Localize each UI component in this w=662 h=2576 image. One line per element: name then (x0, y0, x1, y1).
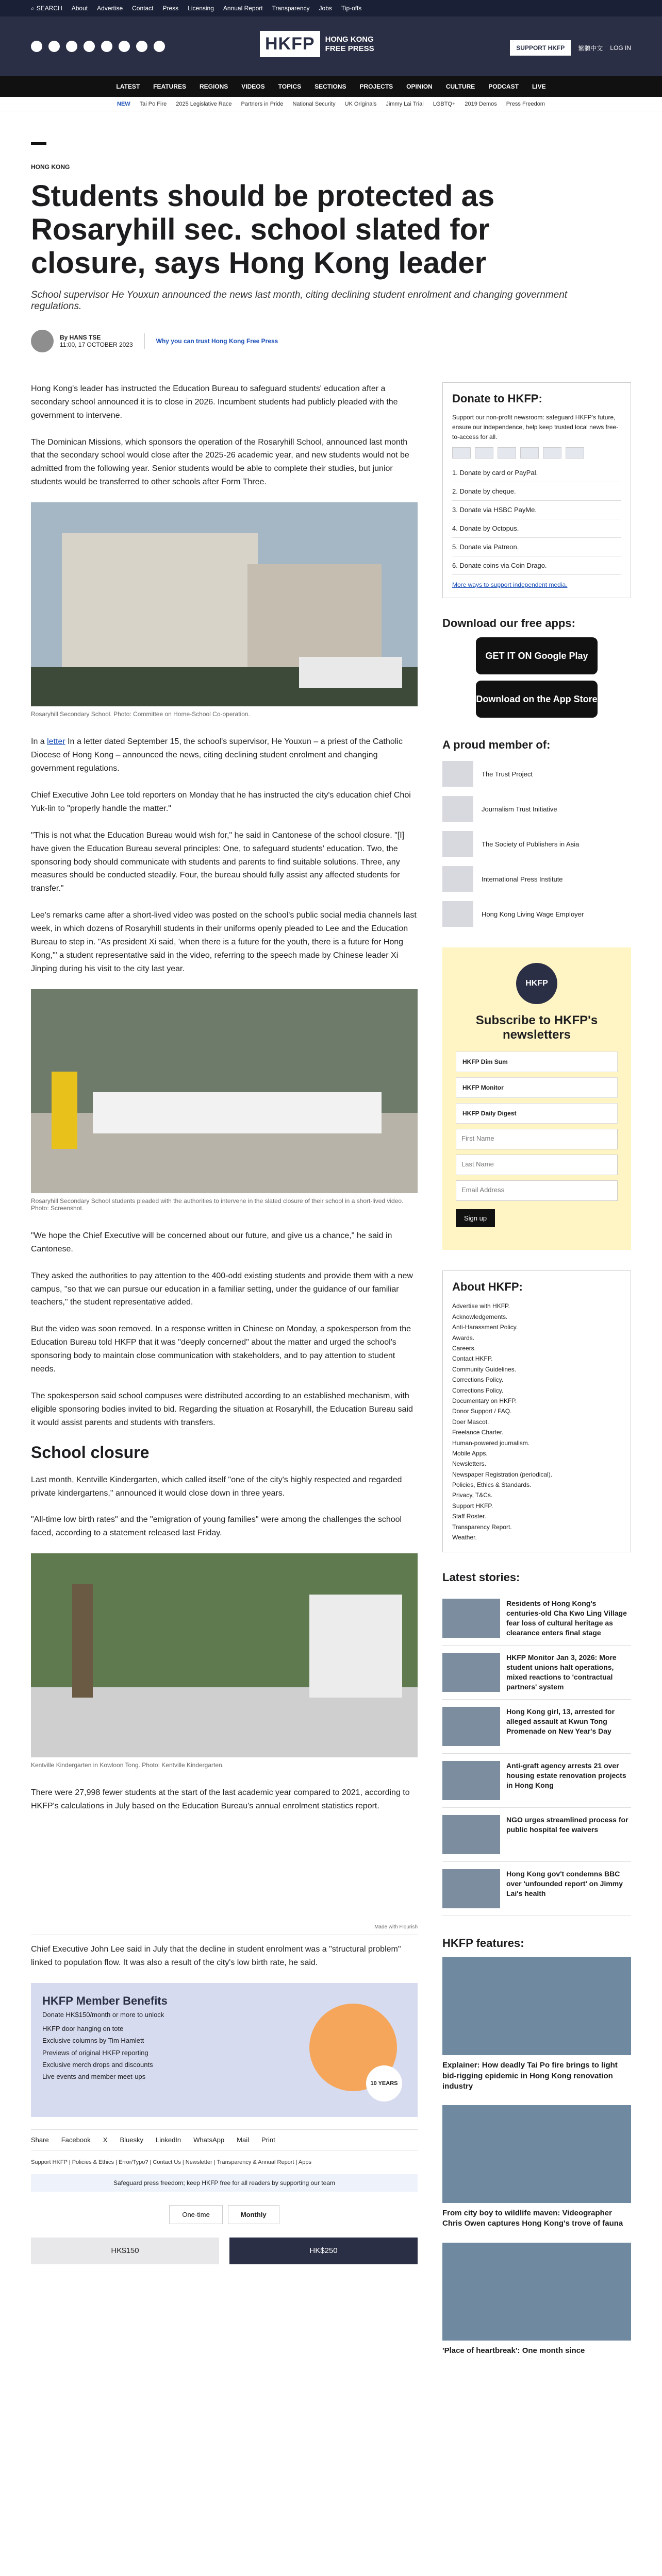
anniversary-badge: 10 YEARS (366, 2065, 402, 2102)
feature-image (442, 1957, 631, 2055)
trending-item[interactable]: 2019 Demos (465, 100, 497, 107)
letter-link[interactable]: letter (47, 737, 65, 747)
nav-latest[interactable]: LATEST (116, 83, 140, 90)
app-store-button[interactable]: Download on the App Store (476, 681, 598, 718)
about-link[interactable]: Newspaper Registration (periodical). (452, 1470, 553, 1478)
site-logo[interactable]: HKFP HONG KONG FREE PRESS (260, 31, 374, 57)
story-item[interactable]: HKFP Monitor Jan 3, 2026: More student unions halt operations, mixed reactions to 'contractual partners' system (442, 1646, 631, 1700)
story-item[interactable]: Anti-graft agency arrests 21 over housing estate renovation projects in Hong Kong (442, 1754, 631, 1808)
donate-option[interactable]: 5. Donate via Patreon. (452, 538, 621, 556)
safeguard-bar: Safeguard press freedom; keep HKFP free for all readers by supporting our team (31, 2174, 418, 2192)
paragraph: Chief Executive John Lee told reporters on Monday that he has instructed the city's education chief Choi Yuk-lin to "properly handle the matter." (31, 790, 411, 813)
about-link[interactable]: Corrections Policy. (452, 1386, 504, 1394)
about-link[interactable]: Mobile Apps. (452, 1449, 488, 1457)
footer-links[interactable]: Support HKFP | Policies & Ethics | Error/Typo? | Contact Us | Newsletter | Transparency & Annual Report | Apps (31, 2159, 311, 2165)
story-item[interactable]: Hong Kong gov't condemns BBC over 'unfounded report' on Jimmy Lai's health (442, 1862, 631, 1916)
about-link[interactable]: Advertise with HKFP. (452, 1302, 510, 1310)
card-icon (566, 447, 584, 459)
signup-button[interactable]: Sign up (456, 1209, 495, 1227)
about-link[interactable]: Awards. (452, 1334, 475, 1342)
donate-option[interactable]: 2. Donate by cheque. (452, 482, 621, 501)
monthly-toggle[interactable]: Monthly (228, 2205, 279, 2224)
feature-item[interactable]: 'Place of heartbreak': One month since (442, 2243, 631, 2356)
newsletter-box: HKFP Subscribe to HKFP's newsletters HKFP Dim Sum HKFP Monitor HKFP Daily Digest First Name Last Name Email Address Sign up (442, 947, 631, 1250)
trending-bar: NEW Tai Po Fire 2025 Legislative Race Partners in Pride National Security UK Originals Jimmy Lai Trial LGBTQ+ 2019 Demos Press Freedom (0, 97, 662, 111)
top-link-contact[interactable]: Contact (132, 5, 154, 12)
about-link[interactable]: Freelance Charter. (452, 1429, 504, 1436)
author-name[interactable]: By HANS TSE (60, 333, 101, 341)
trending-item[interactable]: National Security (292, 100, 336, 107)
about-link[interactable]: Staff Roster. (452, 1513, 486, 1520)
about-link[interactable]: Corrections Policy. (452, 1376, 504, 1384)
nav-culture[interactable]: CULTURE (445, 83, 475, 90)
facebook-icon[interactable] (31, 41, 42, 52)
card-icon (520, 447, 539, 459)
main-nav (0, 76, 662, 97)
school-photo (31, 502, 418, 706)
site-header (0, 16, 662, 76)
about-link[interactable]: Doer Mascot. (452, 1418, 489, 1426)
top-link-tipoffs[interactable]: Tip-offs (341, 5, 362, 12)
paragraph: In a letter In a letter dated September 15, the school's supervisor, He Youxun – a priest of the Catholic Diocese of Hong Kong – announced the news, citing declining student enrolment and changing government regulations. (31, 737, 403, 773)
donation-amounts (31, 2238, 418, 2264)
paragraph: Last month, Kentville Kindergarten, which called itself "one of the city's highly respected and regarded private kindergartens," announced it would close down in three years. (31, 1475, 402, 1498)
author-avatar (31, 330, 54, 352)
feature-image (442, 2105, 631, 2203)
email-input[interactable]: Email Address (456, 1180, 618, 1201)
share-whatsapp[interactable]: WhatsApp (193, 2136, 225, 2144)
amount-150[interactable]: HK$150 (31, 2238, 219, 2264)
amount-250[interactable]: HK$250 (229, 2238, 418, 2264)
category-label[interactable]: HONG KONG (31, 163, 70, 171)
google-play-button[interactable]: GET IT ON Google Play (476, 637, 598, 674)
card-icon (498, 447, 516, 459)
paragraph: The Dominican Missions, which sponsors the operation of the Rosaryhill School, announced last month that the secondary school would close after the 2025-26 academic year, and new students would not be admitted from the following year. Senior students would be able to complete their studies, but junior students would be transferred to other schools after Form Three. (31, 437, 409, 487)
member-benefits-banner[interactable]: HKFP Member Benefits Donate HK$150/month or more to unlock HKFP door hanging on tote Exclusive columns by Tim Hamlett Previews of original HKFP reporting Exclusive merch drops and discounts Live events and member meet-ups 10 YEARS (31, 1983, 418, 2117)
story-thumbnail (442, 1653, 500, 1692)
trending-item[interactable]: Tai Po Fire (139, 100, 167, 107)
about-link[interactable]: Donor Support / FAQ. (452, 1408, 512, 1415)
more-ways-link[interactable]: More ways to support independent media. (452, 581, 568, 589)
share-label: Share (31, 2136, 49, 2144)
paragraph: The spokesperson said school compuses were distributed according to an established mechanism, with eligible sponsoring bodies invited to bid. Regarding the situation at Rosaryhill, the Education Bureau said it would assist parents and students with transfers. (31, 1391, 413, 1427)
byline (31, 330, 631, 352)
photo-caption: Rosaryhill Secondary School. Photo: Committee on Home-School Co-operation. (31, 710, 250, 718)
paragraph: Chief Executive John Lee said in July that the decline in student enrolment was a "structural problem" linked to population flow. It was also a result of the city's low birth rate, he said. (31, 1945, 401, 1968)
about-link[interactable]: Transparency Report. (452, 1523, 512, 1531)
story-thumbnail (442, 1761, 500, 1800)
title-rule (31, 142, 46, 145)
paragraph: "We hope the Chief Executive will be concerned about our future, and give us a chance," he said in Cantonese. (31, 1231, 392, 1253)
page-container (31, 111, 631, 2377)
paragraph: But the video was soon removed. In a response written in Chinese on Monday, a spokesperson from the Education Bureau told HKFP that it was "deeply concerned" about the matter and urged the school's sponsoring body to maintain close communication with stakeholders, and to pay attention to student needs. (31, 1325, 411, 1374)
payment-icons (452, 447, 621, 459)
trending-item[interactable]: 2025 Legislative Race (176, 100, 232, 107)
top-utility-bar (0, 0, 662, 16)
about-link[interactable]: Anti-Harassment Policy. (452, 1324, 518, 1331)
nav-opinion[interactable]: OPINION (406, 83, 433, 90)
donation-frequency (31, 2205, 418, 2224)
paragraph: Lee's remarks came after a short-lived video was posted on the school's public social media channels last week, in which dozens of Rosaryhill students in their uniforms openly pleaded to Lee and the Education Bureau to step in. "As president Xi said, 'when there is a future for the youth, there is a future for Hong Kong,'" a student representative said in the video, referring to the speech made by Chinese leader Xi Jinping during his visit to the city last year. (31, 911, 417, 973)
donate-box: Donate to HKFP: Support our non-profit newsroom: safeguard HKFP's future, ensure our independence, help keep trusted local news free-to-access for all. 1. Donate by card or PayPal. 2. Donate by cheque. 3. Donate via HSBC PayMe. 4. Donate by Octopus. 5. Donate via Patreon. 6. Donate coins via Coin Drago. More ways to support independent media. (442, 382, 631, 599)
sidebar (442, 382, 631, 2377)
nav-videos[interactable]: VIDEOS (241, 83, 265, 90)
donate-option[interactable]: 3. Donate via HSBC PayMe. (452, 501, 621, 519)
top-link-press[interactable]: Press (162, 5, 179, 12)
member-logo[interactable]: Journalism Trust Initiative (442, 796, 631, 822)
publish-date: 11:00, 17 OCTOBER 2023 (60, 341, 133, 348)
trending-item[interactable]: LGBTQ+ (433, 100, 456, 107)
member-logo[interactable]: The Society of Publishers in Asia (442, 831, 631, 857)
share-print[interactable]: Print (261, 2136, 275, 2144)
features-block: HKFP features: Explainer: How deadly Tai Po fire brings to light bid-rigging epidemic in Hong Kong renovation industry From city boy to wildlife maven: Videographer Chris Owen captures Hong Kong's trove of fauna 'Place of heartbreak': One month since (442, 1937, 631, 2356)
share-mail[interactable]: Mail (237, 2136, 249, 2144)
students-illustration (31, 989, 418, 1193)
search-icon: ⌕ (31, 4, 35, 12)
section-heading: School closure (31, 1443, 150, 1462)
card-icon (475, 447, 493, 459)
x-icon[interactable] (48, 41, 60, 52)
content-columns (31, 382, 631, 2377)
share-bar (31, 2129, 418, 2150)
header-actions (510, 40, 631, 56)
about-link[interactable]: Documentary on HKFP. (452, 1397, 517, 1404)
one-time-toggle[interactable]: One-time (169, 2205, 222, 2224)
about-box: About HKFP: Advertise with HKFP. Acknowledgements. Anti-Harassment Policy. Awards. Careers. Contact HKFP. Community Guidelines. Corrections Policy. Corrections Policy. Documentary on HKFP. Donor Support / FAQ. Doer Mascot. Freelance Charter. Human-powered journalism. Mobile Apps. Newsletters. Newspaper Registration (periodical). Policies, Ethics & Standards. Privacy, T&Cs. Support HKFP. Staff Roster. Transparency Report. Weather. (442, 1270, 631, 1552)
nav-podcast[interactable]: PODCAST (488, 83, 519, 90)
flourish-embed: Made with Flourish (31, 1826, 418, 1935)
donate-option[interactable]: 4. Donate by Octopus. (452, 519, 621, 538)
donate-option[interactable]: 1. Donate by card or PayPal. (452, 464, 621, 482)
about-link[interactable]: Weather. (452, 1534, 477, 1541)
social-icons (31, 41, 165, 52)
story-thumbnail (442, 1815, 500, 1854)
story-thumbnail (442, 1869, 500, 1908)
donate-option[interactable]: 6. Donate coins via Coin Drago. (452, 556, 621, 575)
about-link[interactable]: Careers. (452, 1344, 476, 1352)
whatsapp-icon[interactable] (136, 41, 147, 52)
photo-caption: Kentville Kindergarten in Kowloon Tong. Photo: Kentville Kindergarten. (31, 1761, 224, 1769)
trust-link[interactable]: Why you can trust Hong Kong Free Press (156, 337, 278, 345)
nav-features[interactable]: FEATURES (153, 83, 186, 90)
member-logo[interactable]: International Press Institute (442, 866, 631, 892)
feature-item[interactable]: From city boy to wildlife maven: Videographer Chris Owen captures Hong Kong's trove of fauna (442, 2105, 631, 2229)
paragraph: There were 27,998 fewer students at the start of the last academic year compared to 2021, according to HKFP's calculations in July based on the Education Bureau's annual enrolment statistics report. (31, 1788, 410, 1811)
about-link[interactable]: Community Guidelines. (452, 1365, 517, 1373)
nav-regions[interactable]: REGIONS (199, 83, 228, 90)
trending-item[interactable]: Jimmy Lai Trial (386, 100, 424, 107)
students-photo (31, 989, 418, 1193)
share-bluesky[interactable]: Bluesky (120, 2136, 143, 2144)
top-link-transparency[interactable]: Transparency (272, 5, 310, 12)
share-facebook[interactable]: Facebook (61, 2136, 91, 2144)
trending-item[interactable]: UK Originals (344, 100, 377, 107)
paragraph: They asked the authorities to pay attention to the 400-odd existing students and provide them with a new campus, "so that we can pursue our education in a familiar setting, under the guidance of our familiar teachers," the student representative added. (31, 1271, 413, 1307)
building-illustration (31, 502, 418, 706)
article-title: Students should be protected as Rosaryhill sec. school slated for closure, says Hong Kong leader (31, 179, 495, 280)
youtube-icon[interactable] (101, 41, 112, 52)
search-link[interactable]: ⌕ SEARCH (31, 4, 62, 12)
about-link[interactable]: Newsletters. (452, 1460, 487, 1468)
threads-icon[interactable] (84, 41, 95, 52)
top-link-about[interactable]: About (71, 5, 88, 12)
about-link[interactable]: Acknowledgements. (452, 1313, 508, 1320)
story-item[interactable]: NGO urges streamlined process for public hospital fee waivers (442, 1808, 631, 1862)
about-link[interactable]: Support HKFP. (452, 1502, 493, 1510)
top-link-advertise[interactable]: Advertise (97, 5, 123, 12)
paragraph: "All-time low birth rates" and the "emigration of young families" were among the challenges the school faced, according to a statement released last Friday. (31, 1515, 402, 1538)
nav-topics[interactable]: TOPICS (278, 83, 302, 90)
photo-caption: Rosaryhill Secondary School students pleaded with the authorities to intervene in the slated closure of their school in a short-lived video. Photo: Screenshot. (31, 1197, 404, 1212)
first-name-input[interactable]: First Name (456, 1129, 618, 1149)
feature-item[interactable]: Explainer: How deadly Tai Po fire brings to light bid-rigging epidemic in Hong Kong renovation industry (442, 1957, 631, 2092)
member-logo[interactable]: The Trust Project (442, 761, 631, 787)
support-hkfp-button[interactable]: SUPPORT HKFP (510, 40, 571, 56)
about-link[interactable]: Contact HKFP. (452, 1355, 493, 1363)
nav-sections[interactable]: SECTIONS (315, 83, 346, 90)
nav-projects[interactable]: PROJECTS (359, 83, 393, 90)
story-thumbnail (442, 1707, 500, 1746)
about-link[interactable]: Policies, Ethics & Standards. (452, 1481, 532, 1489)
latest-stories: Latest stories: Residents of Hong Kong's centuries-old Cha Kwo Ling Village fear loss of cultural heritage as clearance enters final stage HKFP Monitor Jan 3, 2026: More student unions halt operations, mixed reactions to 'contractual partners' system Hong Kong girl, 13, arrested for alleged assault at Kwun Tong Promenade on New Year's Day Anti-graft agency arrests 21 over housing estate renovation projects in Hong Kong NGO urges streamlined process for public hospital fee waivers Hong Kong gov't condemns BBC over 'unfounded report' on Jimmy Lai's health (442, 1571, 631, 1916)
share-linkedin[interactable]: LinkedIn (156, 2136, 181, 2144)
kindergarten-photo (31, 1553, 418, 1757)
top-link-annual-report[interactable]: Annual Report (223, 5, 263, 12)
card-icon (543, 447, 561, 459)
about-link[interactable]: Human-powered journalism. (452, 1439, 530, 1447)
card-icon (452, 447, 471, 459)
feature-image (442, 2243, 631, 2341)
trending-item[interactable]: Partners in Pride (241, 100, 284, 107)
story-thumbnail (442, 1599, 500, 1638)
story-item[interactable]: Residents of Hong Kong's centuries-old Cha Kwo Ling Village fear loss of cultural heritage as clearance enters final stage (442, 1591, 631, 1646)
newsletter-option[interactable]: HKFP Monitor (456, 1077, 618, 1098)
top-link-jobs[interactable]: Jobs (319, 5, 332, 12)
instagram-icon[interactable] (66, 41, 77, 52)
share-x[interactable]: X (103, 2136, 108, 2144)
about-link[interactable]: Privacy, T&Cs. (452, 1492, 493, 1499)
story-item[interactable]: Hong Kong girl, 13, arrested for alleged assault at Kwun Tong Promenade on New Year's Day (442, 1700, 631, 1754)
article-subtitle: School supervisor He Youxun announced the news last month, citing declining student enrolment and changing government regulations. (31, 289, 568, 312)
telegram-icon[interactable] (119, 41, 130, 52)
nav-live[interactable]: LIVE (532, 83, 546, 90)
newsletter-option[interactable]: HKFP Daily Digest (456, 1103, 618, 1124)
article-body (31, 382, 418, 2377)
paragraph: Hong Kong's leader has instructed the Education Bureau to safeguard students' education after a secondary school announced it is to close in 2026. Incumbent students had publicly pleaded with the government to intervene. (31, 384, 398, 420)
top-link-licensing[interactable]: Licensing (188, 5, 214, 12)
paragraph: "This is not what the Education Bureau would wish for," he said in Cantonese of the school closure. "[I] have given the Education Bureau several principles: One, to safeguard students' education. Two, the sponsoring body should communicate with students and parents to find suitable solutions. Three, any measures should be conducted steadily. Four, the bureau should fully assist any affected students for transfer." (31, 831, 405, 893)
apps-block: Download our free apps: GET IT ON Google Play Download on the App Store (442, 617, 631, 718)
bluesky-icon[interactable] (154, 41, 165, 52)
member-block: A proud member of: The Trust Project Journalism Trust Initiative The Society of Publishers in Asia International Press Institute Hong Kong Living Wage Employer (442, 738, 631, 927)
member-logo[interactable]: Hong Kong Living Wage Employer (442, 901, 631, 927)
language-switch[interactable]: 繁體中文 (578, 44, 603, 52)
hkfp-newsletter-logo: HKFP (516, 963, 557, 1004)
donate-options (452, 464, 621, 575)
last-name-input[interactable]: Last Name (456, 1155, 618, 1175)
trending-item[interactable]: Press Freedom (506, 100, 545, 107)
kindergarten-illustration (31, 1553, 418, 1757)
login-link[interactable]: LOG IN (610, 44, 631, 52)
newsletter-option[interactable]: HKFP Dim Sum (456, 1052, 618, 1072)
